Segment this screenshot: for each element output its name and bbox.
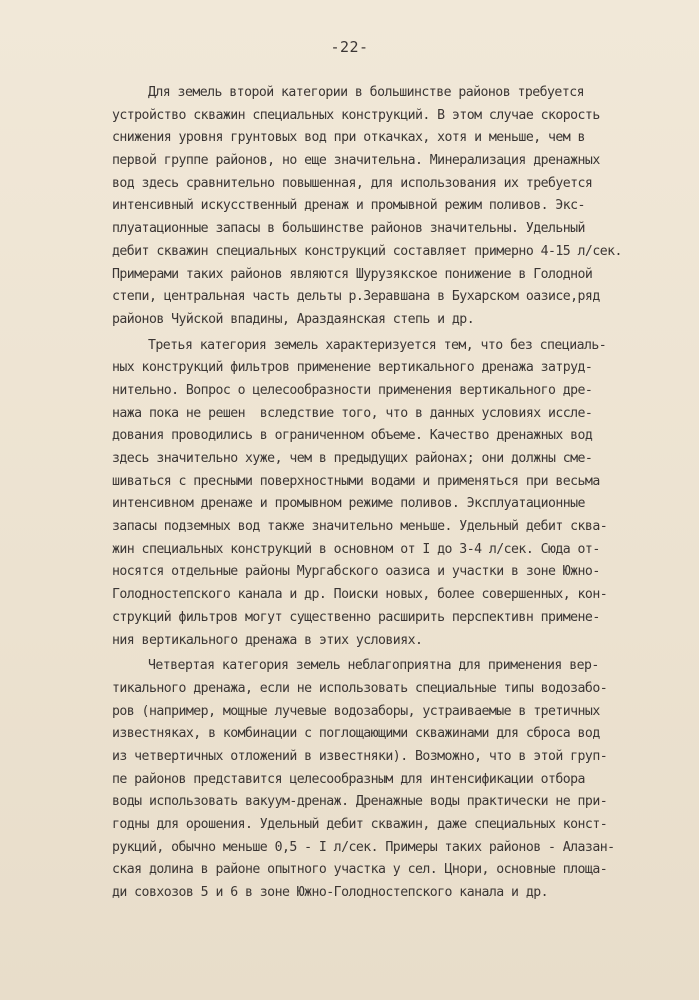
text-line: известняках, в комбинации с поглощающими скважинами для сброса вод (112, 726, 600, 742)
text-line: плуатационные запасы в большинстве районов значительны. Удельный (112, 221, 585, 237)
text-line: Для земель второй категории в большинстве районов требуется (148, 85, 584, 100)
text-line: дования проводились в ограниченном объеме. Качество дренажных вод (112, 428, 593, 444)
text-line: ская долина в районе опытного участка у сел. Цнори, основные площа- (112, 862, 608, 878)
text-line: годны для орошения. Удельный дебит скважин, даже специальных конст- (112, 817, 608, 832)
text-line: ния вертикального дренажа в этих условиях. (112, 632, 423, 648)
text-line: районов Чуйской впадины, Араздаянская степь и др. (112, 311, 475, 327)
text-line: интенсивном дренаже и промывном режиме поливов. Эксплуатационные (112, 496, 585, 512)
text-line: Голодностепского канала и др. Поиски новых, более совершенных, кон- (112, 587, 608, 603)
text-line: интенсивный искусственный дренаж и промывной режим поливов. Экс- (112, 198, 585, 214)
text-line: вод здесь сравнительно повышенная, для использования их требуется (112, 175, 593, 191)
text-line: ных конструкций фильтров применение вертикального дренажа затруд- (112, 360, 593, 376)
text-line: шиваться с пресными поверхностными водами и применяться при весьма (112, 473, 600, 489)
text-line: нительно. Вопрос о целесообразности применения вертикального дре- (112, 382, 593, 398)
text-line: воды использовать вакуум-дренаж. Дренажные воды практически не при- (112, 794, 608, 810)
text-line: тикального дренажа, если не использовать специальные типы водозабо- (112, 680, 608, 696)
text-line: Третья категория земель характеризуется тем, что без специаль- (148, 337, 607, 353)
text-line: дебит скважин специальных конструкций составляет примерно 4-15 л/сек. (112, 243, 622, 259)
body-text (112, 82, 672, 905)
text-line: Примерами таких районов являются Шурузякское понижение в Голодной (112, 266, 593, 282)
text-line: нажа пока не решен вследствие того, что в данных условиях иссле- (112, 405, 593, 421)
text-line: устройство скважин специальных конструкций. В этом случае скорость (112, 107, 600, 123)
text-line: степи, центральная часть дельты р.Зеравшана в Бухарском оазисе,ряд (112, 289, 600, 305)
text-line: струкций фильтров могут существенно расширить перспективн примене- (112, 609, 600, 625)
text-line: снижения уровня грунтовых вод при откачках, хотя и меньше, чем в (112, 130, 585, 146)
paragraph-2 (112, 335, 672, 653)
text-line: жин специальных конструкций в основном от I до 3-4 л/сек. Сюда от- (112, 541, 600, 557)
text-line: ди совхозов 5 и 6 в зоне Южно-Голодностепского канала и др. (112, 885, 548, 901)
text-line: рукций, обычно меньше 0,5 - I л/сек. Примеры таких районов - Алазан- (112, 839, 615, 855)
paragraph-3 (112, 655, 672, 905)
text-line: Четвертая категория земель неблагоприятна для применения вер- (148, 658, 599, 674)
text-line: пе районов представится целесообразным для интенсификации отбора (112, 771, 585, 787)
page-number: -22- (330, 38, 369, 56)
text-line: здесь значительно хуже, чем в предыдущих районах; они должны сме- (112, 451, 593, 466)
text-line: носятся отдельные районы Мургабского оазиса и участки в зоне Южно- (112, 564, 600, 580)
text-line: запасы подземных вод также значительно меньше. Удельный дебит сква- (112, 519, 608, 535)
paragraph-1 (112, 82, 672, 332)
text-line: ров (например, мощные лучевые водозаборы, устраиваемые в третичных (112, 703, 600, 719)
text-line: первой группе районов, но еще значительна. Минерализация дренажных (112, 153, 600, 169)
text-line: из четвертичных отложений в известняки). Возможно, что в этой груп- (112, 748, 608, 764)
